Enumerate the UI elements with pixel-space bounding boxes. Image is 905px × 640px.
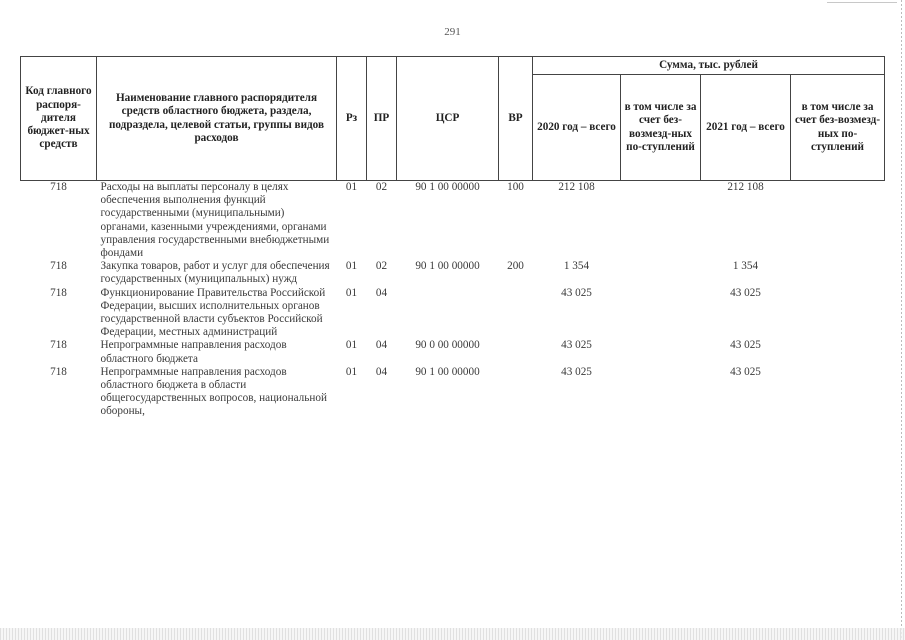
header-rz: Рз xyxy=(337,57,367,181)
cell-csr: 90 1 00 00000 xyxy=(415,365,480,378)
cell-vr: 200 xyxy=(507,260,524,273)
cell-vr xyxy=(499,339,533,365)
budget-table xyxy=(20,56,885,419)
cell-vr xyxy=(499,287,533,340)
cell-name: Непрограммные направления расходов областного бюджета в области общегосударственных вопросов, национальной обороны, xyxy=(100,365,327,418)
header-name: Наименование главного распорядителя средств областного бюджета, раздела, подраздела, целевой статьи, группы видов расходов xyxy=(97,57,337,181)
cell-2021-gratuitous xyxy=(791,366,885,419)
cell-2020-total: 1 354 xyxy=(563,260,590,273)
cell-2021-total: 43 025 xyxy=(730,286,761,299)
cell-2021-gratuitous xyxy=(791,181,885,261)
scan-corner-mark xyxy=(827,2,897,3)
table-row xyxy=(21,366,885,419)
page-number: 291 xyxy=(444,26,461,38)
header-2021-total: 2021 год – всего xyxy=(701,75,791,181)
table-row xyxy=(21,339,885,365)
header-sum-group: Сумма, тыс. рублей xyxy=(533,57,885,75)
cell-2020-total: 212 108 xyxy=(558,181,595,193)
cell-rz: 01 xyxy=(345,181,358,193)
cell-2021-gratuitous xyxy=(791,260,885,286)
cell-code: 718 xyxy=(50,286,67,299)
cell-2021-total: 212 108 xyxy=(727,181,764,193)
header-pr: ПР xyxy=(367,57,397,181)
cell-2020-gratuitous xyxy=(621,339,701,365)
cell-vr xyxy=(499,366,533,419)
cell-code: 718 xyxy=(50,181,67,193)
table-row xyxy=(21,181,885,261)
cell-2020-total: 43 025 xyxy=(561,339,592,352)
scan-right-edge xyxy=(901,0,902,640)
cell-rz: 01 xyxy=(345,365,358,378)
cell-csr xyxy=(397,287,499,340)
cell-2020-total: 43 025 xyxy=(561,286,592,299)
header-code: Код главного распоря-дителя бюджет-ных средств xyxy=(21,57,97,181)
cell-2021-gratuitous xyxy=(791,287,885,340)
header-csr: ЦСР xyxy=(397,57,499,181)
header-2021-gratuitous: в том числе за счет без-возмезд-ных по-ступлений xyxy=(791,75,885,181)
cell-pr: 04 xyxy=(375,365,388,378)
cell-2020-total: 43 025 xyxy=(561,365,592,378)
cell-csr: 90 1 00 00000 xyxy=(415,181,480,193)
cell-name: Функционирование Правительства Российской Федерации, высших исполнительных органов государственной власти субъектов Российской Федерации, местных администраций xyxy=(100,286,326,339)
header-2020-total: 2020 год – всего xyxy=(533,75,621,181)
table-row xyxy=(21,260,885,286)
cell-2021-total: 43 025 xyxy=(730,339,761,352)
cell-rz: 01 xyxy=(345,260,358,273)
cell-2020-gratuitous xyxy=(621,366,701,419)
cell-name: Непрограммные направления расходов областного бюджета xyxy=(100,339,287,365)
cell-2020-gratuitous xyxy=(621,181,701,261)
cell-name: Расходы на выплаты персоналу в целях обеспечения выполнения функций государственными (муниципальными) органами, казенными учреждениями, органами управления государственными внебюджетными фондами xyxy=(100,181,330,260)
cell-code: 718 xyxy=(50,260,67,273)
cell-csr: 90 1 00 00000 xyxy=(415,260,480,273)
cell-csr: 90 0 00 00000 xyxy=(415,339,480,352)
table-header xyxy=(21,57,885,181)
cell-pr: 04 xyxy=(375,286,388,299)
cell-2021-gratuitous xyxy=(791,339,885,365)
cell-pr: 02 xyxy=(375,181,388,193)
header-vr: ВР xyxy=(499,57,533,181)
cell-rz: 01 xyxy=(345,286,358,299)
cell-pr: 04 xyxy=(375,339,388,352)
cell-2020-gratuitous xyxy=(621,287,701,340)
cell-code: 718 xyxy=(50,339,67,352)
cell-pr: 02 xyxy=(375,260,388,273)
table-row xyxy=(21,287,885,340)
cell-2020-gratuitous xyxy=(621,260,701,286)
cell-code: 718 xyxy=(50,365,67,378)
header-2020-gratuitous: в том числе за счет без-возмезд-ных по-ступлений xyxy=(621,75,701,181)
cell-vr: 100 xyxy=(507,181,524,193)
scan-bottom-noise xyxy=(0,628,905,640)
cell-2021-total: 43 025 xyxy=(730,365,761,378)
cell-name: Закупка товаров, работ и услуг для обеспечения государственных (муниципальных) нужд xyxy=(100,260,330,286)
cell-2021-total: 1 354 xyxy=(732,260,759,273)
table-body xyxy=(21,181,885,419)
cell-rz: 01 xyxy=(345,339,358,352)
